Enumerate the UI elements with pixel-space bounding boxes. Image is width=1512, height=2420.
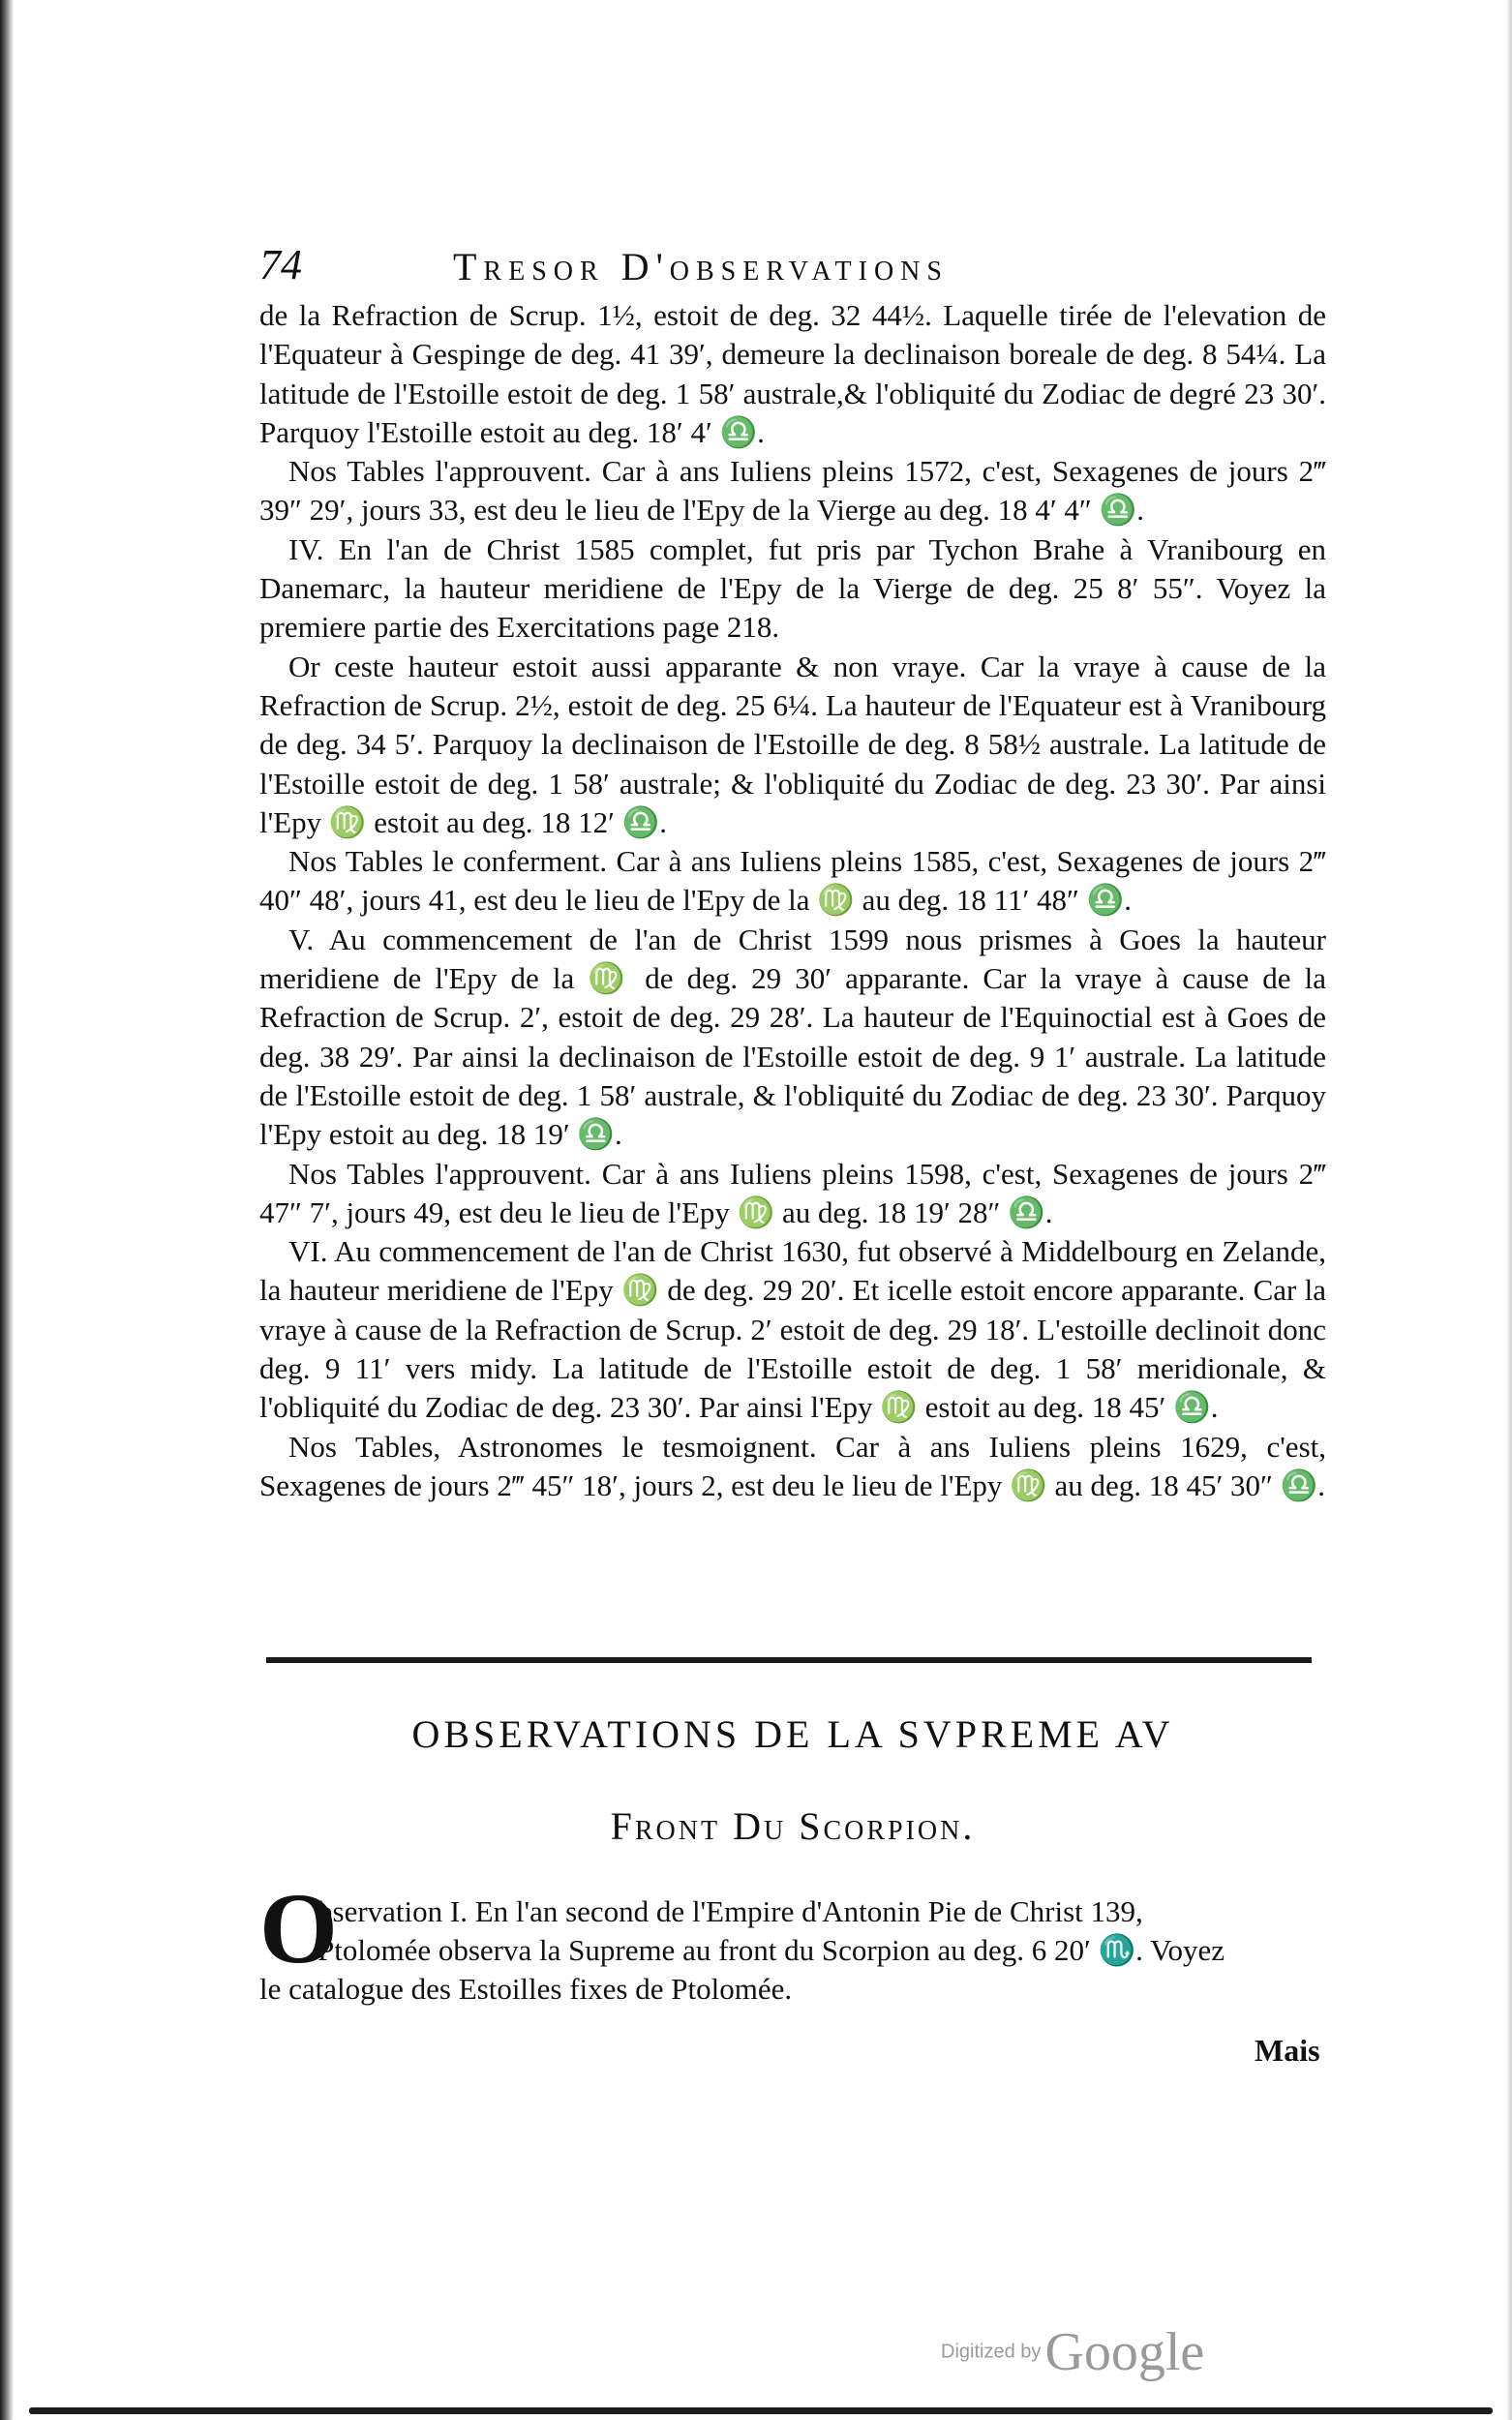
- observation-block: [259, 1873, 1326, 2009]
- running-title: Tresor D'observations: [453, 245, 949, 288]
- digitization-credit: [941, 2321, 1205, 2382]
- paragraph: Nos Tables l'approuvent. Car à ans Iuliens pleins 1598, c'est, Sexagenes de jours 2‴ 47″ 7′, jours 49, est deu le lieu de l'Epy ♍ au deg. 18 19′ 28″ ♎.: [259, 1156, 1326, 1229]
- observation-line: Ptolomée observa la Supreme au front du Scorpion au deg. 6 20′ ♏. Voyez: [318, 1933, 1225, 1967]
- observation-line: le catalogue des Estoilles fixes de Ptolomée.: [259, 1972, 793, 2006]
- observation-line: bservation I. En l'an second de l'Empire d'Antonin Pie de Christ 139,: [318, 1894, 1143, 1928]
- body-text: [259, 296, 1326, 1505]
- paragraph: VI. Au commencement de l'an de Christ 1630, fut observé à Middelbourg en Zelande, la hauteur meridiene de l'Epy ♍ de deg. 29 20′. Et icelle estoit encore apparante. Car la vraye à cause de la Refraction de Scrup. 2′ estoit de deg. 29 18′. L'estoille declinoit donc deg. 9 11′ vers midy. La latitude de l'Estoille estoit de deg. 1 58′ meridionale, & l'obliquité du Zodiac de deg. 23 30′. Par ainsi l'Epy ♍ estoit au deg. 18 45′ ♎.: [259, 1234, 1326, 1425]
- paragraph: V. Au commencement de l'an de Christ 1599 nous prismes à Goes la hauteur meridiene de l'Epy de la ♍ de deg. 29 30′ apparante. Car la vraye à cause de la Refraction de Scrup. 2′, estoit de deg. 29 28′. La hauteur de l'Equinoctial est à Goes de deg. 38 29′. Par ainsi la declinaison de l'Estoille estoit de deg. 9 1′ australe. La latitude de l'Estoille estoit de deg. 1 58′ australe, & l'obliquité du Zodiac de deg. 23 30′. Parquoy l'Epy estoit au deg. 18 19′ ♎.: [259, 922, 1326, 1152]
- drop-cap: O: [259, 1873, 338, 1984]
- running-head: [259, 240, 1227, 298]
- binding-shadow: [0, 0, 14, 2420]
- page-number: 74: [259, 241, 302, 288]
- paragraph: Or ceste hauteur estoit aussi apparante & non vraye. Car la vraye à cause de la Refraction de Scrup. 2½, estoit de deg. 25 6¼. La hauteur de l'Equateur est à Vranibourg de deg. 34 5′. Parquoy la declinaison de l'Estoille de deg. 8 58½ australe. La latitude de l'Estoille estoit de deg. 1 58′ australe; & l'obliquité du Zodiac de deg. 23 30′. Par ainsi l'Epy ♍ estoit au deg. 18 12′ ♎.: [259, 649, 1326, 839]
- digitized-by-label: Digitized by: [941, 2341, 1042, 2363]
- section-divider: [266, 1657, 1312, 1663]
- catchword: Mais: [1255, 2033, 1320, 2068]
- paragraph: Nos Tables l'approuvent. Car à ans Iuliens pleins 1572, c'est, Sexagenes de jours 2‴ 39″ 29′, jours 33, est deu le lieu de l'Epy de la Vierge au deg. 18 4′ 4″ ♎.: [259, 454, 1326, 528]
- page-bottom-edge: [29, 2407, 1493, 2414]
- section-title-line1: OBSERVATIONS DE LA SVPREME AV: [411, 1712, 1174, 1756]
- paragraph: de la Refraction de Scrup. 1½, estoit de deg. 32 44½. Laquelle tirée de l'elevation de l'Equateur à Gespinge de deg. 41 39′, demeure la declinaison boreale de deg. 8 54¼. La latitude de l'Estoille estoit de deg. 1 58′ australe,& l'obliquité du Zodiac de degré 23 30′. Parquoy l'Estoille estoit au deg. 18′ 4′ ♎.: [259, 298, 1326, 449]
- paragraph: Nos Tables, Astronomes le tesmoignent. Car à ans Iuliens pleins 1629, c'est, Sexagenes de jours 2‴ 45″ 18′, jours 2, est deu le lieu de l'Epy ♍ au deg. 18 45′ 30″ ♎.: [259, 1429, 1326, 1502]
- section-title-line2: Front Du Scorpion.: [610, 1804, 976, 1848]
- paragraph: IV. En l'an de Christ 1585 complet, fut pris par Tychon Brahe à Vranibourg en Danemarc, la hauteur meridiene de l'Epy de la Vierge de deg. 25 8′ 55″. Voyez la premiere partie des Exercitations page 218.: [259, 531, 1326, 645]
- google-logo-text: Google: [1044, 2322, 1205, 2382]
- page-edge-shadow: [1506, 0, 1512, 2420]
- paragraph: Nos Tables le conferment. Car à ans Iuliens pleins 1585, c'est, Sexagenes de jours 2‴ 40″ 48′, jours 41, est deu le lieu de l'Epy de la ♍ au deg. 18 11′ 48″ ♎.: [259, 844, 1326, 918]
